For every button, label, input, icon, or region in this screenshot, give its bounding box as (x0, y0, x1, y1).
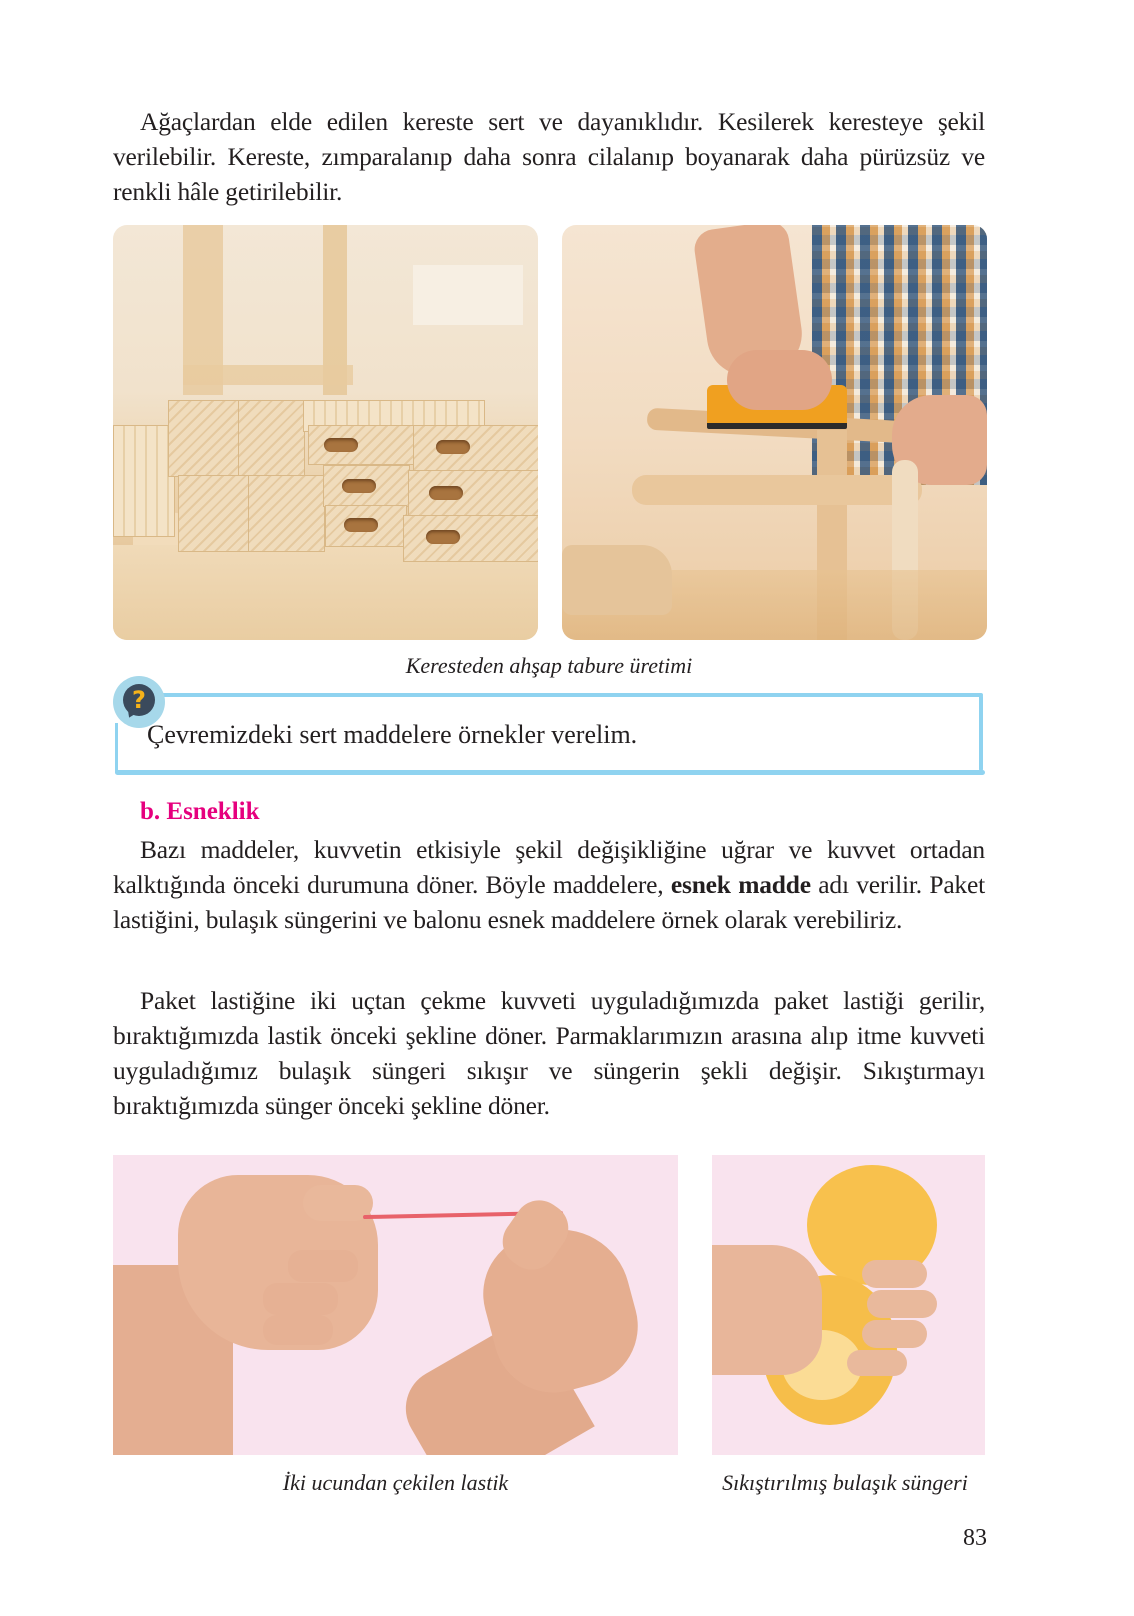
block-hole (324, 438, 358, 452)
box-border-left (115, 723, 118, 773)
block-hole (436, 440, 470, 454)
wood-block (178, 475, 250, 552)
block-hole (429, 486, 463, 500)
finger (263, 1315, 333, 1345)
finger (288, 1250, 358, 1282)
elasticity-paragraph-2 (113, 983, 985, 1123)
arm (712, 1245, 822, 1375)
intro-paragraph-text: Ağaçlardan elde edilen kereste sert ve dayanıklıdır. Kesilerek keresteye şekil verilebilir. Kereste, zımparalanıp daha sonra cilalanıp boyanarak daha pürüzsüz ve renkli hâle getirilebilir. (113, 107, 985, 206)
sponge-caption: Sıkıştırılmış bulaşık süngeri (722, 1470, 968, 1495)
finger (847, 1350, 907, 1376)
wood-block (325, 505, 407, 547)
finger (862, 1260, 927, 1288)
sponge-photo (712, 1155, 985, 1455)
wood-block (413, 425, 538, 472)
page-number: 83 (963, 1525, 987, 1551)
section-heading: b. Esneklik (140, 798, 260, 825)
rubber-band-caption: İki ucundan çekilen lastik (282, 1470, 509, 1495)
block-hole (426, 530, 460, 544)
question-mark: ? (123, 684, 155, 716)
stool-bar (632, 475, 922, 505)
figure-1-caption: Keresteden ahşap tabure üretimi (405, 653, 693, 678)
block-hole (342, 479, 376, 493)
background-window (413, 265, 523, 325)
question-text: Çevremizdeki sert maddelere örnekler verelim. (147, 720, 638, 749)
box-border-bottom (115, 770, 985, 775)
wood-block (238, 400, 305, 477)
background-frame (183, 365, 353, 385)
box-border-right (979, 695, 983, 771)
sanding-stool-photo (562, 225, 987, 640)
finger (263, 1283, 338, 1315)
wood-block (323, 465, 410, 507)
lumber-blocks-photo (113, 225, 538, 640)
finger (862, 1320, 927, 1348)
paragraph-text: Paket lastiğine iki uçtan çekme kuvveti uyguladığımızda paket lastiği gerilir, bıraktığımızda lastik önceki şekline döner. Parmaklarımızın arasına alıp itme kuvveti uyguladığımız bulaşık süngeri sıkışır ve süngerin şekli değişir. Sıkıştırmayı bıraktığımızda sünger önceki şekline döner. (113, 986, 985, 1120)
paragraph-text: adı verilir. Paket lastiğini, bulaşık süngerini ve balonu esnek maddelere örnek olarak verebiliriz. (113, 870, 985, 934)
wood-block (168, 400, 240, 477)
wood-block (408, 470, 538, 517)
wood-block (403, 515, 538, 562)
box-border-top (158, 693, 983, 697)
intro-paragraph (113, 104, 985, 209)
hand-plane (562, 545, 672, 615)
hand (727, 350, 832, 410)
wood-block (248, 475, 325, 552)
rubber-band-photo (113, 1155, 678, 1455)
wood-block (113, 425, 175, 537)
question-box (113, 686, 985, 775)
wood-block (308, 425, 415, 465)
paragraph-text: Bazı maddeler, kuvvetin etkisiyle şekil değişikliğine uğrar ve kuvvet ortadan kalktığında önceki durumuna döner. Böyle maddelere, (113, 835, 985, 899)
bold-term: esnek madde (670, 870, 811, 899)
block-hole (344, 518, 378, 532)
finger (867, 1290, 937, 1318)
elasticity-paragraph-1 (113, 832, 985, 937)
